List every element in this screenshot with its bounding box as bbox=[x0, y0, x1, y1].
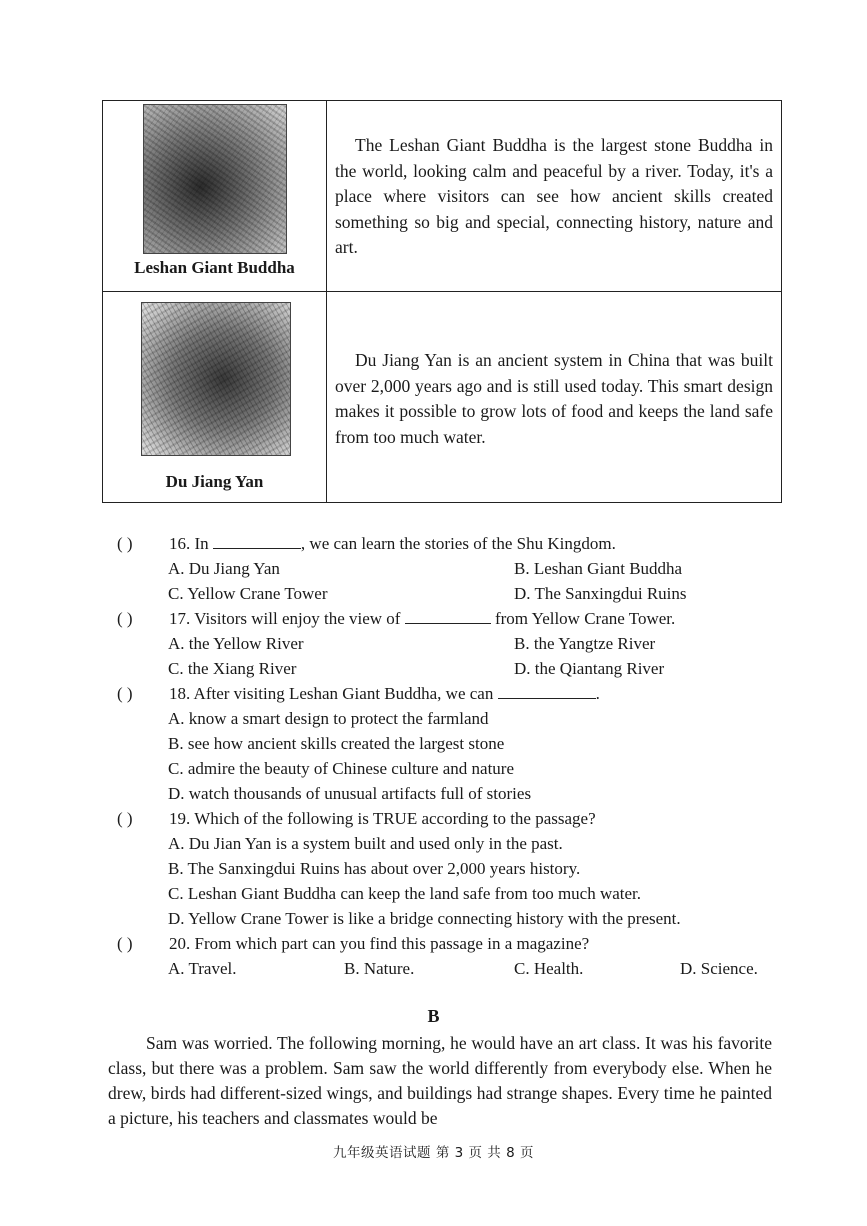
options-row bbox=[112, 556, 772, 581]
options-row bbox=[112, 906, 772, 931]
image-cell bbox=[103, 292, 327, 502]
answer-blank bbox=[498, 682, 596, 699]
question-20 bbox=[112, 931, 772, 956]
question-stem: 19. Which of the following is TRUE according to the passage? bbox=[169, 809, 596, 828]
image-caption: Leshan Giant Buddha bbox=[134, 258, 295, 277]
option-a[interactable]: A. Travel. bbox=[168, 959, 237, 978]
dujiangyan-photo bbox=[141, 302, 291, 456]
description-text: Du Jiang Yan is an ancient system in China that was built over 2,000 years ago and is still used today. This smart design makes it possible to grow lots of food and keeps the land safe from too much water. bbox=[335, 350, 773, 447]
option-d[interactable]: D. Science. bbox=[680, 959, 758, 978]
question-17 bbox=[112, 606, 772, 631]
options-row bbox=[112, 956, 772, 981]
option-a[interactable]: A. know a smart design to protect the farmland bbox=[168, 709, 489, 728]
stem-text: 18. After visiting Leshan Giant Buddha, we can bbox=[169, 684, 498, 703]
stem-text: 17. Visitors will enjoy the view of bbox=[169, 609, 405, 628]
question-19 bbox=[112, 806, 772, 831]
option-a[interactable]: A. the Yellow River bbox=[168, 634, 304, 653]
option-c[interactable]: C. the Xiang River bbox=[168, 659, 297, 678]
question-stem bbox=[169, 681, 600, 706]
answer-blank bbox=[405, 607, 491, 624]
stem-text: from Yellow Crane Tower. bbox=[490, 609, 676, 628]
options-row bbox=[112, 831, 772, 856]
option-d[interactable]: D. Yellow Crane Tower is like a bridge connecting history with the present. bbox=[168, 909, 681, 928]
question-list bbox=[112, 531, 772, 981]
answer-bracket[interactable]: ( ) bbox=[117, 609, 133, 628]
stem-text: , we can learn the stories of the Shu Kingdom. bbox=[300, 534, 616, 553]
option-d[interactable]: D. watch thousands of unusual artifacts full of stories bbox=[168, 784, 532, 803]
options-row bbox=[112, 731, 772, 756]
page-footer: 九年级英语试题 第 3 页 共 8 页 bbox=[333, 1145, 534, 1161]
option-d[interactable]: D. The Sanxingdui Ruins bbox=[514, 584, 687, 603]
section-heading: B bbox=[427, 1006, 440, 1026]
option-a[interactable]: A. Du Jiang Yan bbox=[168, 559, 280, 578]
options-row bbox=[112, 856, 772, 881]
options-row bbox=[112, 881, 772, 906]
image-caption: Du Jiang Yan bbox=[165, 472, 264, 491]
option-b[interactable]: B. Leshan Giant Buddha bbox=[514, 559, 683, 578]
description-text: The Leshan Giant Buddha is the largest stone Buddha in the world, looking calm and peaceful by a river. Today, it's a place where visitors can see how ancient skills created something so big and special, connecting history, nature and art. bbox=[335, 135, 773, 257]
stem-text: 16. In bbox=[169, 534, 213, 553]
option-c[interactable]: C. admire the beauty of Chinese culture and nature bbox=[168, 759, 515, 778]
option-c[interactable]: C. Yellow Crane Tower bbox=[168, 584, 328, 603]
table-row-dujiangyan bbox=[103, 292, 781, 502]
options-row bbox=[112, 631, 772, 656]
options-row bbox=[112, 581, 772, 606]
answer-bracket[interactable]: ( ) bbox=[117, 684, 133, 703]
leshan-buddha-photo bbox=[143, 104, 287, 254]
option-b[interactable]: B. see how ancient skills created the largest stone bbox=[168, 734, 505, 753]
answer-bracket[interactable]: ( ) bbox=[117, 934, 133, 953]
options-row bbox=[112, 706, 772, 731]
options-row bbox=[112, 781, 772, 806]
option-b[interactable]: B. the Yangtze River bbox=[514, 634, 656, 653]
option-a[interactable]: A. Du Jian Yan is a system built and used only in the past. bbox=[168, 834, 563, 853]
option-c[interactable]: C. Health. bbox=[514, 959, 584, 978]
answer-bracket[interactable]: ( ) bbox=[117, 534, 133, 553]
answer-bracket[interactable]: ( ) bbox=[117, 809, 133, 828]
attractions-table bbox=[102, 100, 782, 503]
question-16 bbox=[112, 531, 772, 556]
question-18 bbox=[112, 681, 772, 706]
option-b[interactable]: B. The Sanxingdui Ruins has about over 2,000 years history. bbox=[168, 859, 581, 878]
answer-blank bbox=[213, 532, 301, 549]
option-b[interactable]: B. Nature. bbox=[344, 959, 415, 978]
table-row-leshan bbox=[103, 101, 781, 292]
question-stem bbox=[169, 531, 616, 556]
question-stem bbox=[169, 606, 675, 631]
image-cell bbox=[103, 101, 327, 291]
stem-text: . bbox=[595, 684, 600, 703]
options-row bbox=[112, 756, 772, 781]
question-stem: 20. From which part can you find this passage in a magazine? bbox=[169, 934, 590, 953]
option-c[interactable]: C. Leshan Giant Buddha can keep the land safe from too much water. bbox=[168, 884, 642, 903]
reading-passage: Sam was worried. The following morning, he would have an art class. It was his favorite class, but there was a problem. Sam saw the world differently from everybody else. When he drew, birds had different-sized wings, and buildings had strange shapes. Every time he painted a picture, his teachers and classmates would be bbox=[108, 1033, 772, 1128]
option-d[interactable]: D. the Qiantang River bbox=[514, 659, 665, 678]
options-row bbox=[112, 656, 772, 681]
